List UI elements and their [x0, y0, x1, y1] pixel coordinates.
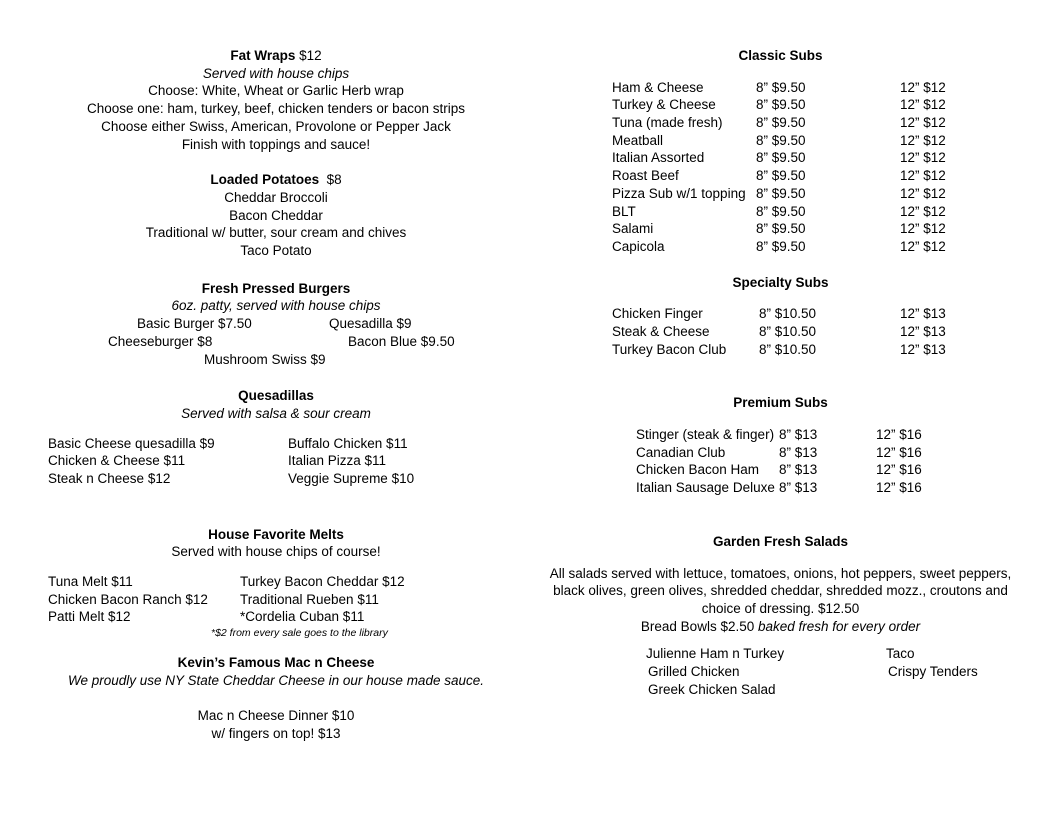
menu-item: Patti Melt $12 — [48, 609, 131, 625]
left-column — [40, 47, 512, 743]
sub-price-8: 8” $9.50 — [756, 168, 806, 184]
fat-wraps-line: Choose one: ham, turkey, beef, chicken tenders or bacon strips — [87, 101, 465, 117]
sub-name: Italian Assorted — [612, 150, 705, 166]
sub-price-12: 12” $12 — [900, 79, 946, 95]
menu-item: Chicken & Cheese $11 — [48, 453, 186, 469]
salad-item: Greek Chicken Salad — [648, 681, 776, 697]
salads-title: Garden Fresh Salads — [712, 533, 849, 549]
burgers-title: Fresh Pressed Burgers — [201, 280, 351, 296]
loaded-potatoes-heading — [40, 171, 512, 189]
sub-price-12: 12” $12 — [900, 132, 946, 148]
menu-item: Steak n Cheese $12 — [48, 470, 171, 486]
sub-price-12: 12” $16 — [876, 427, 922, 443]
menu-item: Quesadilla $9 — [329, 316, 412, 332]
sub-price-12: 12” $12 — [900, 221, 946, 237]
salads-description-line: All salads served with lettuce, tomatoes, onions, hot peppers, sweet peppers, — [549, 565, 1012, 581]
salads-description-line: black olives, green olives, shredded cheddar, shredded mozz., croutons and — [553, 583, 1008, 599]
fat-wraps-title: Fat Wraps — [230, 48, 296, 63]
sub-name: Pizza Sub w/1 topping — [612, 185, 746, 201]
sub-price-12: 12” $13 — [900, 341, 946, 357]
quesadillas-title: Quesadillas — [238, 388, 314, 404]
sub-price-8: 8” $9.50 — [756, 238, 806, 254]
menu-item: Cheddar Broccoli — [224, 189, 328, 205]
fat-wraps-line: Choose either Swiss, American, Provolone or Pepper Jack — [101, 118, 451, 134]
sub-name: Roast Beef — [612, 168, 679, 184]
sub-price-12: 12” $12 — [900, 97, 946, 113]
specialty-subs-section — [548, 274, 1013, 359]
sub-price-12: 12” $16 — [876, 462, 922, 478]
sub-price-12: 12” $13 — [900, 306, 946, 322]
loaded-potatoes-title: Loaded Potatoes — [210, 172, 320, 188]
premium-subs-section — [548, 394, 1013, 496]
sub-price-8: 8” $13 — [779, 480, 818, 496]
quesadillas-subtitle: Served with salsa & sour cream — [181, 405, 371, 421]
melts-title: House Favorite Melts — [208, 526, 344, 542]
library-note: *$2 from every sale goes to the library — [211, 627, 388, 640]
sub-price-8: 8” $9.50 — [756, 203, 806, 219]
sub-name: Tuna (made fresh) — [612, 115, 723, 131]
sub-price-8: 8” $13 — [779, 462, 818, 478]
sub-price-12: 12” $12 — [900, 168, 946, 184]
sub-price-12: 12” $12 — [900, 150, 946, 166]
sub-name: BLT — [612, 203, 636, 219]
sub-price-8: 8” $9.50 — [756, 150, 806, 166]
sub-name: Turkey Bacon Club — [612, 341, 727, 357]
menu-item: Mac n Cheese Dinner $10 — [197, 708, 355, 724]
sub-name: Canadian Club — [636, 444, 726, 460]
sub-price-12: 12” $12 — [900, 238, 946, 254]
fat-wraps-heading — [40, 47, 512, 65]
fat-wraps-line: Finish with toppings and sauce! — [181, 136, 371, 152]
menu-item: Mushroom Swiss $9 — [204, 351, 326, 367]
sub-name: Ham & Cheese — [612, 79, 704, 95]
sub-price-12: 12” $12 — [900, 115, 946, 131]
quesadillas-section — [40, 387, 512, 487]
menu-item: Chicken Bacon Ranch $12 — [48, 591, 208, 607]
sub-price-8: 8” $9.50 — [756, 97, 806, 113]
menu-item: *Cordelia Cuban $11 — [240, 609, 365, 625]
loaded-potatoes-price: $8 — [326, 172, 342, 188]
sub-price-12: 12” $13 — [900, 323, 946, 339]
loaded-potatoes-section — [40, 171, 512, 260]
sub-price-8: 8” $13 — [779, 444, 818, 460]
sub-name: Italian Sausage Deluxe — [636, 480, 775, 496]
menu-item: Traditional Rueben $11 — [240, 591, 379, 607]
fat-wraps-subtitle: Served with house chips — [202, 65, 350, 81]
bread-bowls-note: baked fresh for every order — [758, 618, 921, 634]
sub-name: Stinger (steak & finger) — [636, 427, 775, 443]
menu-item: Taco Potato — [240, 243, 312, 259]
sub-name: Meatball — [612, 132, 664, 148]
menu-item: Bacon Cheddar — [229, 207, 323, 223]
sub-name: Steak & Cheese — [612, 323, 710, 339]
fat-wraps-section — [40, 47, 512, 153]
menu-item: Basic Cheese quesadilla $9 — [48, 435, 215, 451]
classic-subs-title: Classic Subs — [738, 48, 823, 63]
menu-item: w/ fingers on top! $13 — [211, 725, 341, 741]
bread-bowls-line — [548, 618, 1013, 636]
mac-title: Kevin’s Famous Mac n Cheese — [177, 655, 375, 671]
melts-section — [40, 526, 512, 640]
mac-subtitle: We proudly use NY State Cheddar Cheese in our house made sauce. — [67, 672, 484, 688]
sub-price-8: 8” $9.50 — [756, 221, 806, 237]
classic-subs-section — [548, 47, 1013, 256]
menu-item: Cheeseburger $8 — [108, 333, 213, 349]
mac-section — [40, 654, 512, 743]
sub-price-8: 8” $9.50 — [756, 79, 806, 95]
menu-item: Veggie Supreme $10 — [288, 470, 415, 486]
salad-item: Crispy Tenders — [888, 664, 978, 679]
sub-price-8: 8” $9.50 — [756, 115, 806, 131]
sub-price-12: 12” $16 — [876, 480, 922, 496]
fat-wraps-price: $12 — [299, 48, 322, 63]
menu-item: Buffalo Chicken $11 — [288, 435, 408, 451]
sub-price-8: 8” $10.50 — [759, 306, 817, 322]
fat-wraps-line: Choose: White, Wheat or Garlic Herb wrap — [148, 83, 404, 99]
salad-item: Taco — [886, 646, 915, 662]
menu-item: Turkey Bacon Cheddar $12 — [240, 574, 405, 590]
burgers-subtitle: 6oz. patty, served with house chips — [171, 298, 381, 314]
menu-item: Italian Pizza $11 — [288, 453, 387, 469]
sub-name: Salami — [612, 221, 654, 237]
sub-name: Capicola — [612, 238, 665, 254]
burgers-section — [40, 280, 512, 368]
salads-description-line: choice of dressing. $12.50 — [701, 600, 860, 616]
sub-name: Turkey & Cheese — [612, 97, 716, 113]
sub-price-12: 12” $16 — [876, 444, 922, 460]
sub-price-8: 8” $13 — [779, 427, 818, 443]
sub-price-8: 8” $10.50 — [759, 323, 817, 339]
sub-price-12: 12” $12 — [900, 203, 946, 219]
specialty-subs-title: Specialty Subs — [732, 274, 829, 290]
sub-name: Chicken Bacon Ham — [636, 462, 760, 478]
sub-price-12: 12” $12 — [900, 185, 946, 201]
menu-item: Bacon Blue $9.50 — [348, 333, 455, 349]
premium-subs-title: Premium Subs — [733, 395, 828, 411]
sub-price-8: 8” $10.50 — [759, 341, 817, 357]
menu-item: Tuna Melt $11 — [48, 574, 133, 590]
menu-item: Basic Burger $7.50 — [137, 316, 252, 332]
sub-price-8: 8” $9.50 — [756, 132, 806, 148]
salad-item: Grilled Chicken — [648, 664, 740, 679]
sub-price-8: 8” $9.50 — [756, 185, 806, 201]
bread-bowls-price: Bread Bowls $2.50 — [640, 618, 755, 634]
salad-item: Julienne Ham n Turkey — [646, 646, 785, 662]
melts-subtitle: Served with house chips of course! — [171, 544, 381, 560]
right-column — [548, 47, 1013, 698]
salads-section — [548, 533, 1013, 699]
sub-name: Chicken Finger — [612, 306, 703, 322]
menu-item: Traditional w/ butter, sour cream and chives — [145, 225, 407, 241]
